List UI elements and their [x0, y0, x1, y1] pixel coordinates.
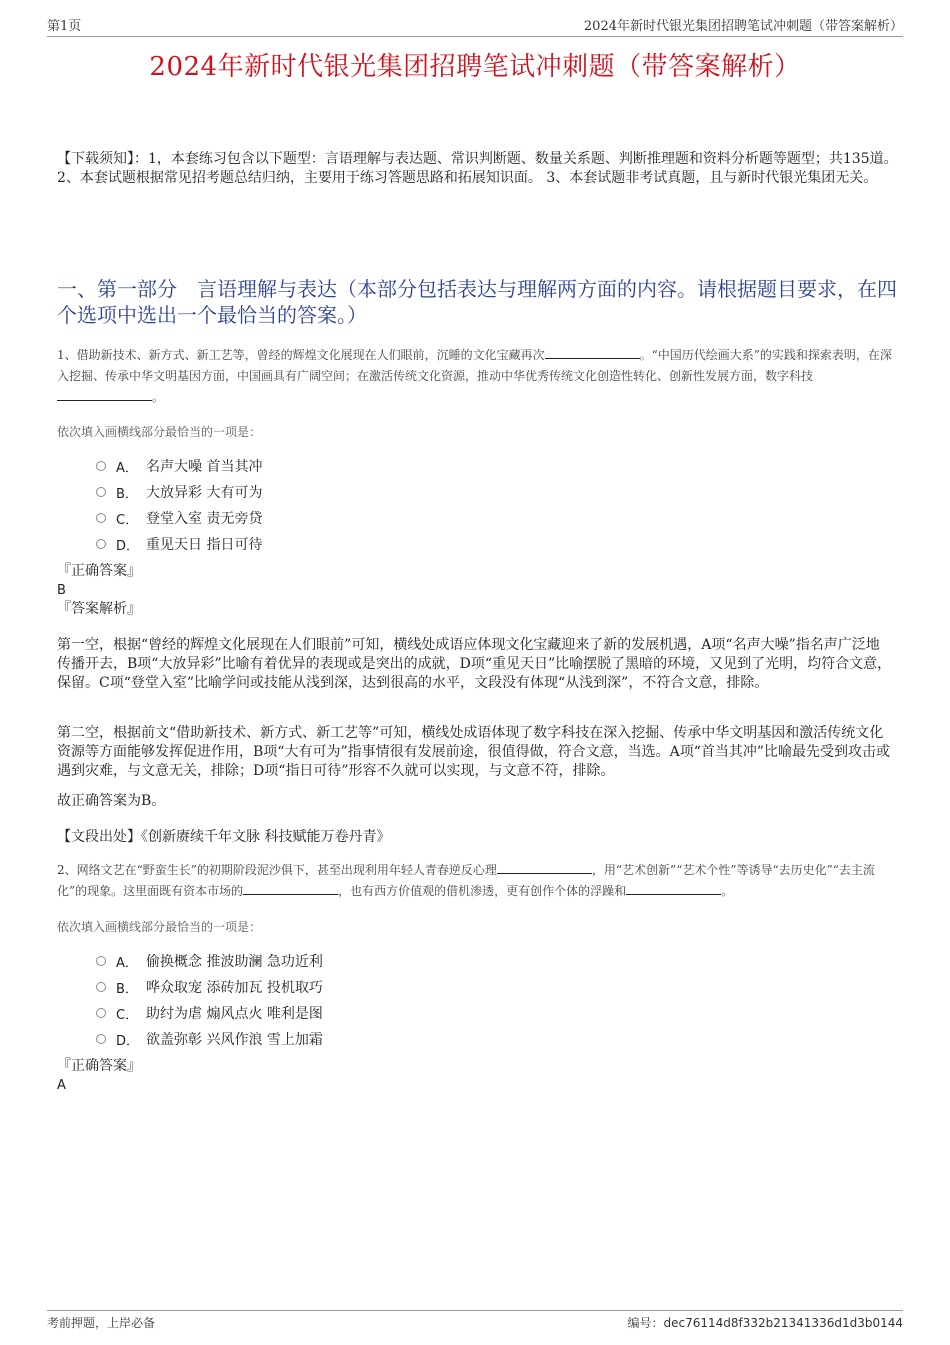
answer-blank — [545, 346, 640, 359]
section-heading: 一、第一部分 言语理解与表达（本部分包括表达与理解两方面的内容。请根据题目要求，在四个选项中选出一个最恰当的答案。） — [57, 277, 897, 327]
page-header — [47, 14, 903, 37]
option-text: 重见天日 指日可待 — [146, 537, 263, 553]
option-letter: A． — [116, 460, 138, 476]
answer-blank — [57, 388, 152, 401]
radio-icon[interactable] — [96, 956, 106, 966]
question-2-text — [57, 860, 895, 902]
option-c[interactable] — [96, 505, 262, 531]
footer-slogan: 考前押题，上岸必备 — [47, 1316, 156, 1330]
answer-blank — [243, 882, 338, 895]
radio-icon[interactable] — [96, 539, 106, 549]
question-2-prompt: 依次填入画横线部分最恰当的一项是： — [57, 920, 262, 934]
radio-icon[interactable] — [96, 487, 106, 497]
question-2-answer — [57, 1057, 141, 1095]
question-2-text-part: 2、网络文艺在“野蛮生长”的初期阶段泥沙俱下，甚至出现利用年轻人青春逆反心理 — [57, 863, 497, 877]
option-letter: A． — [116, 955, 138, 971]
option-b[interactable] — [96, 974, 323, 1000]
option-text: 哗众取宠 添砖加瓦 投机取巧 — [146, 980, 323, 996]
question-2-text-part: ，也有西方价值观的借机渗透，更有创作个体的浮躁和 — [338, 884, 627, 898]
passage-source: 【文段出处】《创新赓续千年文脉 科技赋能万卷丹青》 — [57, 829, 391, 845]
analysis-paragraph-2: 第二空，根据前文“借助新技术、新方式、新工艺等”可知，横线处成语体现了数字科技在深入挖掘、传承中华文明基因和激活传统文化资源等方面能够发挥促进作用，B项“大有可为”指事情很有发展前途，很值得做，符合文意，当选。A项“首当其冲”比喻最先受到攻击或遇到灾难，与文意无关，排除；D项“指日可待”形容不久就可以实现，与文意不符，排除。 — [57, 725, 891, 779]
answer-label: 『正确答案』 — [57, 1058, 141, 1074]
answer-blank — [626, 882, 721, 895]
option-a[interactable] — [96, 453, 262, 479]
option-d[interactable] — [96, 1026, 323, 1052]
analysis-conclusion: 故正确答案为B。 — [57, 793, 166, 809]
option-letter: D． — [116, 1033, 140, 1049]
header-doc-title: 2024年新时代银光集团招聘笔试冲刺题（带答案解析） — [583, 19, 903, 34]
footer-code: dec76114d8f332b21341336d1d3b0144 — [663, 1316, 903, 1330]
radio-icon[interactable] — [96, 982, 106, 992]
question-2-options — [96, 948, 323, 1052]
question-1-text-part: 。 — [152, 390, 165, 404]
question-2-text-part: 。 — [721, 884, 734, 898]
option-text: 偷换概念 推波助澜 急功近利 — [146, 954, 323, 970]
footer-code-label: 编号： — [627, 1316, 664, 1330]
question-1-text-part: 1、借助新技术、新方式、新工艺等，曾经的辉煌文化展现在人们眼前，沉睡的文化宝藏再次 — [57, 348, 545, 362]
option-a[interactable] — [96, 948, 323, 974]
document-title: 2024年新时代银光集团招聘笔试冲刺题（带答案解析） — [149, 52, 801, 82]
option-letter: B． — [116, 981, 138, 997]
option-text: 名声大噪 首当其冲 — [146, 459, 263, 475]
answer-blank — [497, 861, 592, 874]
option-letter: C． — [116, 512, 139, 528]
radio-icon[interactable] — [96, 1034, 106, 1044]
option-letter: D． — [116, 538, 140, 554]
footer-code-block — [627, 1314, 903, 1331]
radio-icon[interactable] — [96, 461, 106, 471]
option-text: 欲盖弥彰 兴风作浪 雪上加霜 — [146, 1032, 323, 1048]
answer-value: A — [57, 1078, 66, 1093]
question-1-prompt: 依次填入画横线部分最恰当的一项是： — [57, 425, 262, 439]
option-text: 助纣为虐 煽风点火 唯利是图 — [146, 1006, 323, 1022]
question-2-text-part: ，用“艺术创新”“艺术个性”等诱导“去历史化”“去主流化”的现象。这里面既有资本市场的 — [57, 863, 875, 898]
option-letter: C． — [116, 1007, 139, 1023]
question-1-options — [96, 453, 262, 557]
option-text: 大放异彩 大有可为 — [146, 485, 263, 501]
radio-icon[interactable] — [96, 513, 106, 523]
answer-label: 『正确答案』 — [57, 563, 141, 579]
answer-value: B — [57, 583, 66, 598]
question-1-text-part: 。“中国历代绘画大系”的实践和探索表明，在深入挖掘、传承中华文明基因方面，中国画具有广阔空间；在激活传统文化资源，推动中华优秀传统文化创造性转化、创新性发展方面，数字科技 — [57, 348, 892, 383]
radio-icon[interactable] — [96, 1008, 106, 1018]
question-1-answer — [57, 562, 141, 619]
download-notice: 【下载须知】：1，本套练习包含以下题型：言语理解与表达题、常识判断题、数量关系题、判断推理题和资料分析题等题型；共135道。 2、本套试题根据常见招考题总结归纳，主要用于练习答题思路和拓展知识面。 3、本套试题非考试真题，且与新时代银光集团无关。 — [57, 151, 898, 186]
analysis-label: 『答案解析』 — [57, 601, 141, 617]
option-letter: B． — [116, 486, 138, 502]
page-number: 第1页 — [47, 19, 82, 34]
option-b[interactable] — [96, 479, 262, 505]
page-footer — [47, 1310, 903, 1331]
option-c[interactable] — [96, 1000, 323, 1026]
analysis-paragraph-1: 第一空，根据“曾经的辉煌文化展现在人们眼前”可知，横线处成语应体现文化宝藏迎来了新的发展机遇，A项“名声大噪”指名声广泛地传播开去，B项“大放异彩”比喻有着优异的表现或是突出的成就，D项“重见天日”比喻摆脱了黑暗的环境，又见到了光明，均符合文意，保留。C项“登堂入室”比喻学问或技能从浅到深，达到很高的水平，文段没有体现“从浅到深”，不符合文意，排除。 — [57, 637, 892, 691]
option-d[interactable] — [96, 531, 262, 557]
option-text: 登堂入室 责无旁贷 — [146, 511, 263, 527]
question-1-text — [57, 345, 895, 408]
